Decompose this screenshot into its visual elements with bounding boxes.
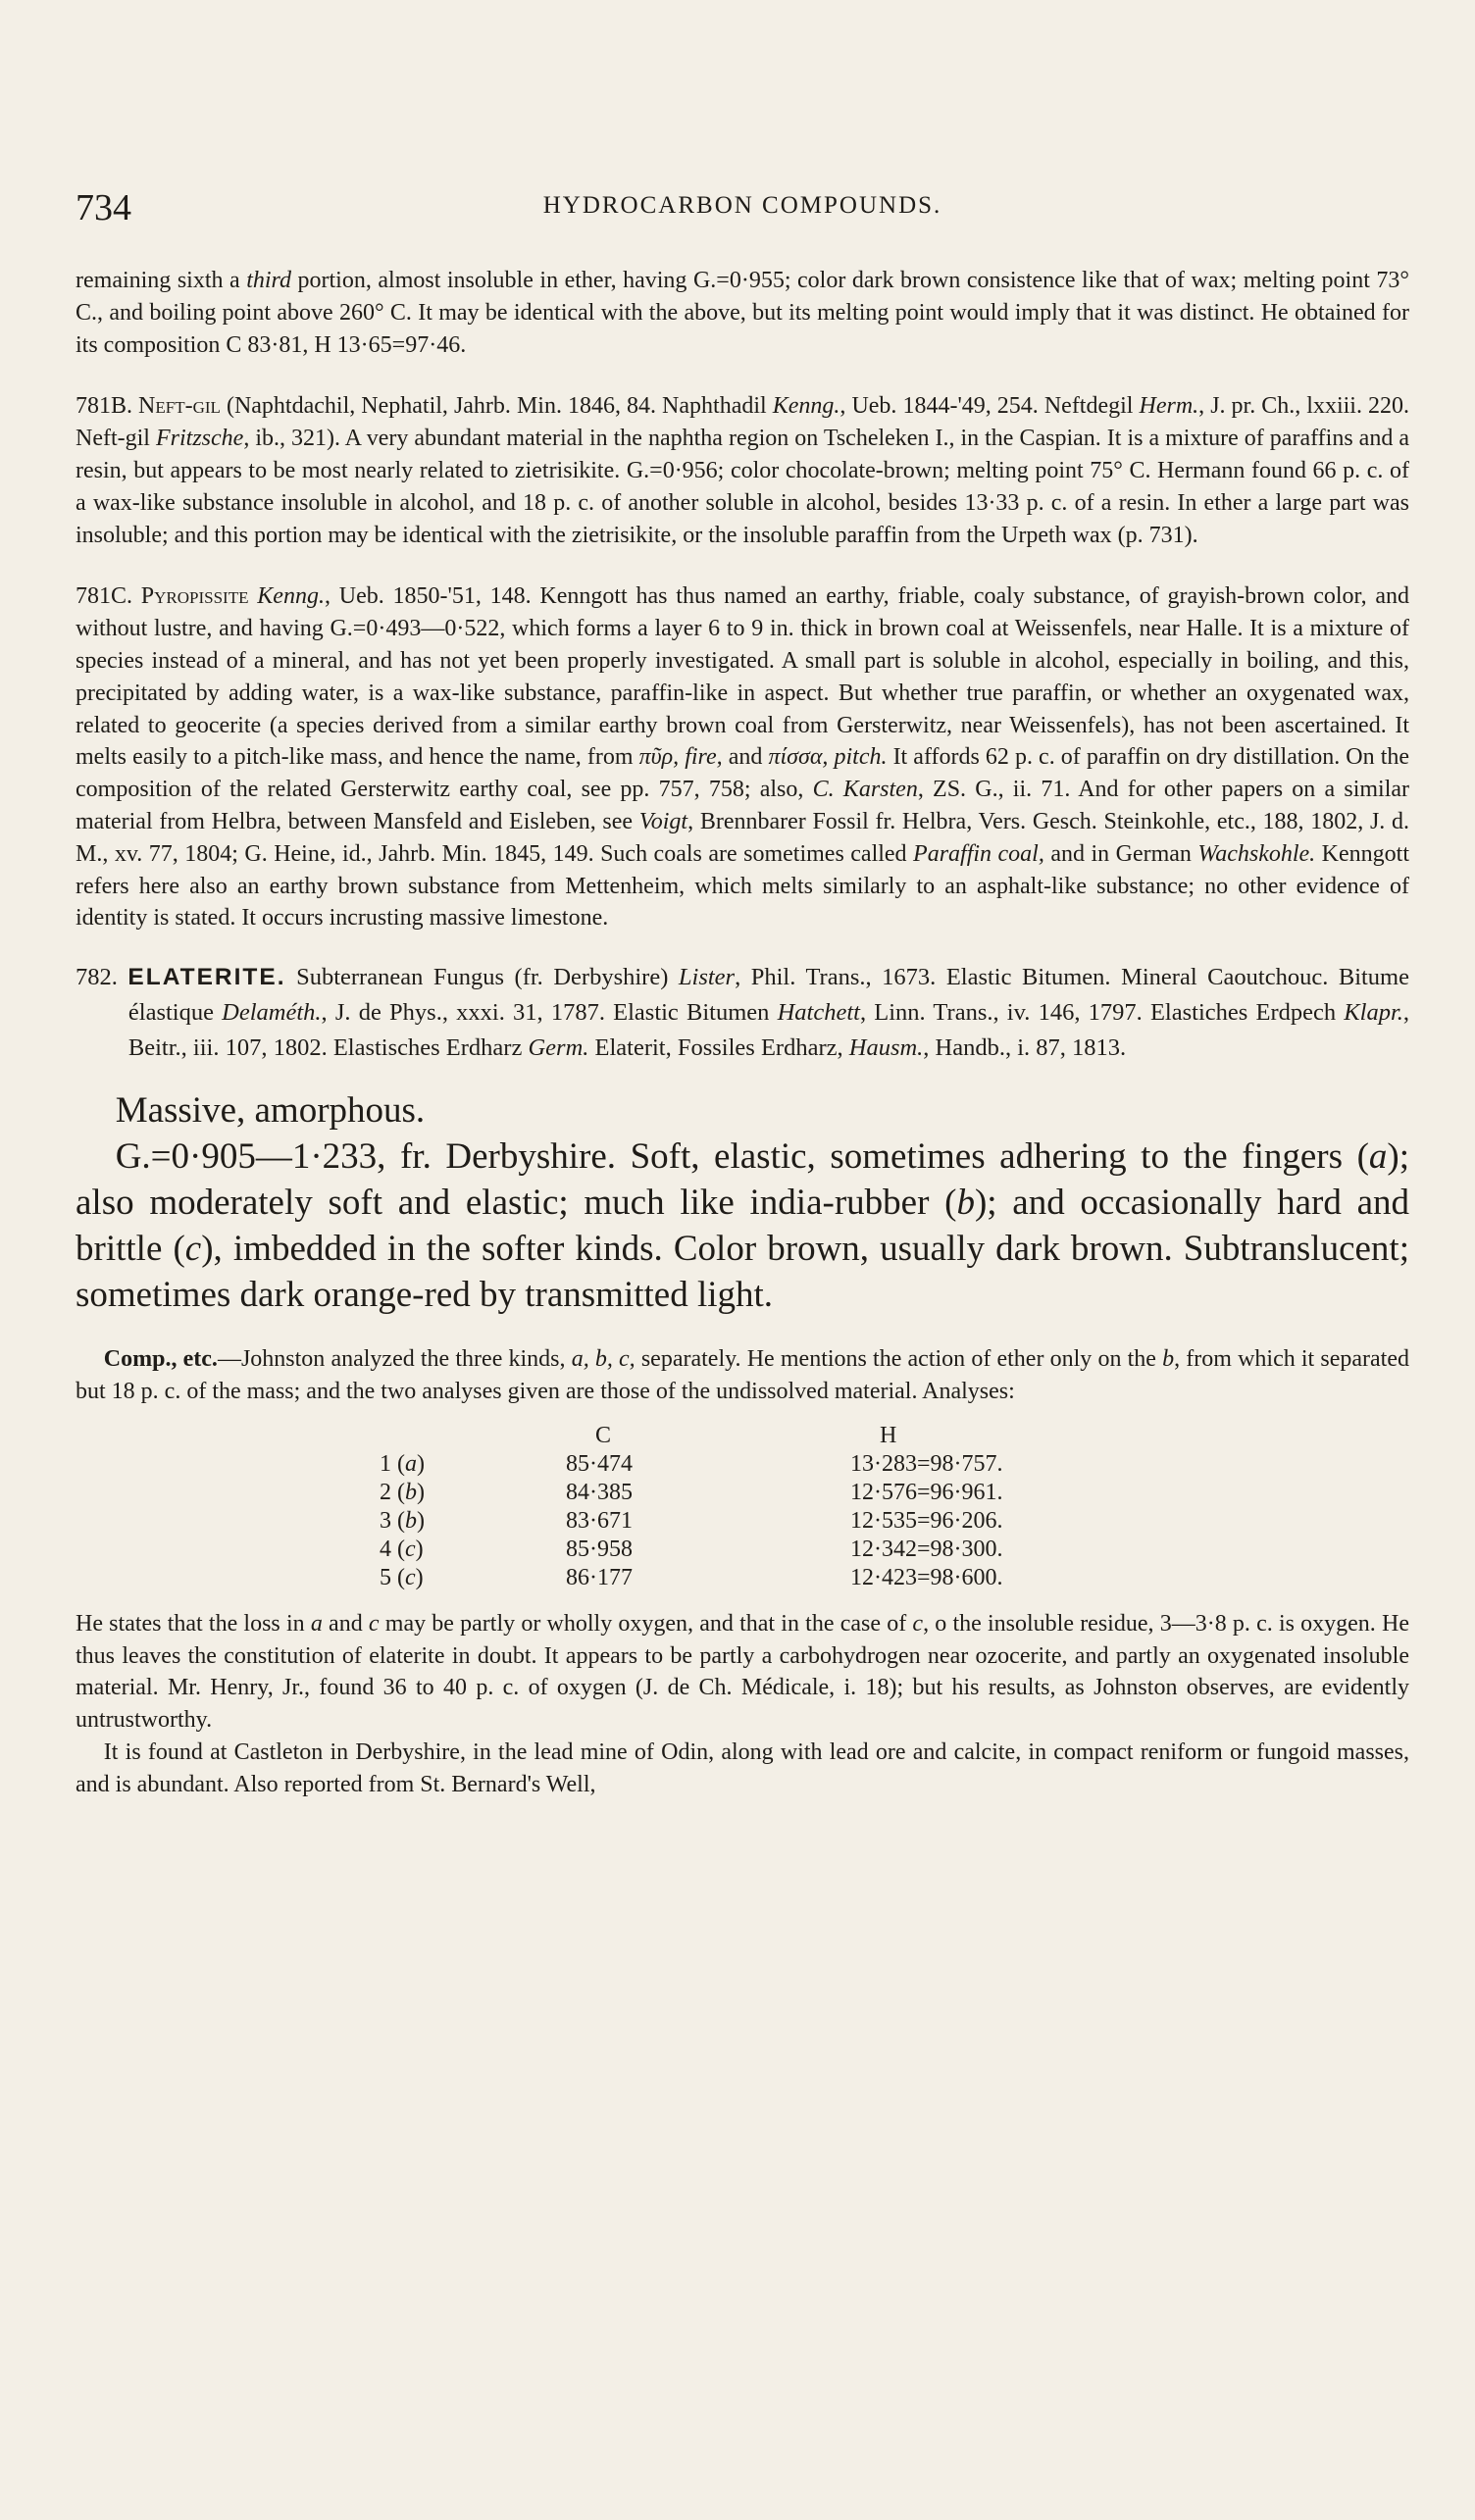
- entry-781b: 781B. Neft-gil (Naphtdachil, Nephatil, Jahrb. Min. 1846, 84. Naphthadil Kenng., Ueb. 1844-'49, 254. Neftdegil Herm., J. pr. Ch., lxxiii. 220. Neft-gil Fritzsche, ib., 321). A very abundant material in the naphtha region on Tscheleken I., in the Caspian. It is a mixture of paraffins and a resin, but appears to be most nearly related to zietrisikite. G.=0·956; color chocolate-brown; melting point 75° C. Hermann found 66 p. c. of a wax-like substance insoluble in alcohol, and 18 p. c. of another soluble in alcohol, besides 13·33 p. c. of a resin. In ether a large part was insoluble; and this portion may be identical with the zietrisikite, or the insoluble paraffin from the Urpeth wax (p. 731).: [76, 393, 1409, 548]
- closing-paragraph: He states that the loss in a and c may be partly or wholly oxygen, and that in the case of c, o the insoluble residue, 3—3·8 p. c. is oxygen. He thus leaves the constitution of elaterite in doubt. It appears to be partly a carbohydrogen near ozocerite, and partly an oxygenated insoluble material. Mr. Henry, Jr., found 36 to 40 p. c. of oxygen (J. de Ch. Médicale, i. 18); but his results, as Johnston observes, are evidently untrustworthy.: [76, 1610, 1409, 1734]
- analyses-header-row: [380, 1422, 1135, 1450]
- table-row: 3 (b) 83·671 12·535=96·206.: [380, 1507, 1003, 1534]
- locality-paragraph: It is found at Castleton in Derbyshire, in the lead mine of Odin, along with lead ore and calcite, in compact reniform or fungoid masses, and is abundant. Also reported from St. Bernard's Well,: [76, 1739, 1409, 1797]
- description-body: G.=0·905—1·233, fr. Derbyshire. Soft, elastic, sometimes adhering to the fingers (a); also moderately soft and elastic; much like india-rubber (b); and occasionally hard and brittle (c), imbedded in the softer kinds. Color brown, usually dark brown. Subtranslucent; sometimes dark orange-red by transmitted light.: [76, 1136, 1409, 1316]
- description-line-1: Massive, amorphous.: [115, 1090, 426, 1132]
- composition-paragraph: Comp., etc.—Johnston analyzed the three kinds, a, b, c, separately. He mentions the action of ether only on the b, from which it separated but 18 p. c. of the mass; and the two analyses given are those of the undissolved material. Analyses:: [76, 1346, 1410, 1404]
- page-header: [76, 186, 1409, 235]
- running-title: HYDROCARBON COMPOUNDS.: [542, 192, 942, 219]
- species-name: ELATERITE.: [127, 964, 286, 991]
- page-number: 734: [76, 187, 131, 228]
- page-body: [76, 265, 1409, 1801]
- table-row: 2 (b) 84·385 12·576=96·961.: [380, 1479, 1003, 1505]
- analyses-table: [380, 1422, 1135, 1592]
- table-row: 1 (a) 85·474 13·283=98·757.: [380, 1450, 1003, 1477]
- entry-782-synonymy: 782. ELATERITE. Subterranean Fungus (fr. Derbyshire) Lister, Phil. Trans., 1673. Elastic Bitumen. Mineral Caoutchouc. Bitume élastique Delaméth., J. de Phys., xxxi. 31, 1787. Elastic Bitumen Hatchett, Linn. Trans., iv. 146, 1797. Elastiches Erdpech Klapr., Beitr., iii. 107, 1802. Elastisches Erdharz Germ. Elaterit, Fossiles Erdharz, Hausm., Handb., i. 87, 1813.: [76, 964, 1410, 1062]
- paragraph-intro: remaining sixth a third portion, almost insoluble in ether, having G.=0·955; color dark brown consistence like that of wax; melting point 73° C., and boiling point above 260° C. It may be identical with the above, but its melting point would imply that it was distinct. He obtained for its composition C 83·81, H 13·65=97·46.: [76, 268, 1409, 358]
- column-header-c: C: [595, 1422, 612, 1448]
- table-row: 5 (c) 86·177 12·423=98·600.: [380, 1564, 1003, 1590]
- table-row: 4 (c) 85·958 12·342=98·300.: [380, 1536, 1003, 1562]
- entry-781c: 781C. Pyropissite Kenng., Ueb. 1850-'51, 148. Kenngott has thus named an earthy, friable, coaly substance, of grayish-brown color, and without lustre, and having G.=0·493—0·522, which forms a layer 6 to 9 in. thick in brown coal at Weissenfels, near Halle. It is a mixture of species instead of a mineral, and has not yet been properly investigated. A small part is soluble in alcohol, especially in boiling, and this, precipitated by adding water, is a wax-like substance, paraffin-like in aspect. But whether true paraffin, or whether an oxygenated wax, related to geocerite (a species derived from a similar earthy brown coal from Gersterwitz, near Weissenfels), has not been ascertained. It melts easily to a pitch-like mass, and hence the name, from πῦρ, fire, and πίσσα, pitch. It affords 62 p. c. of paraffin on dry distillation. On the composition of the related Gersterwitz earthy coal, see pp. 757, 758; also, C. Karsten, ZS. G., ii. 71. And for other papers on a similar material from Helbra, between Mansfeld and Eisleben, see Voigt, Brennbarer Fossil fr. Helbra, Vers. Gesch. Steinkohle, etc., 188, 1802, J. d. M., xv. 77, 1804; G. Heine, id., Jahrb. Min. 1845, 149. Such coals are sometimes called Paraffin coal, and in German Wachskohle. Kenngott refers here also an earthy brown substance from Mettenheim, which melts similarly to an asphalt-like substance; no other evidence of identity is stated. It occurs incrusting massive limestone.: [76, 583, 1410, 932]
- column-header-h: H: [880, 1422, 897, 1448]
